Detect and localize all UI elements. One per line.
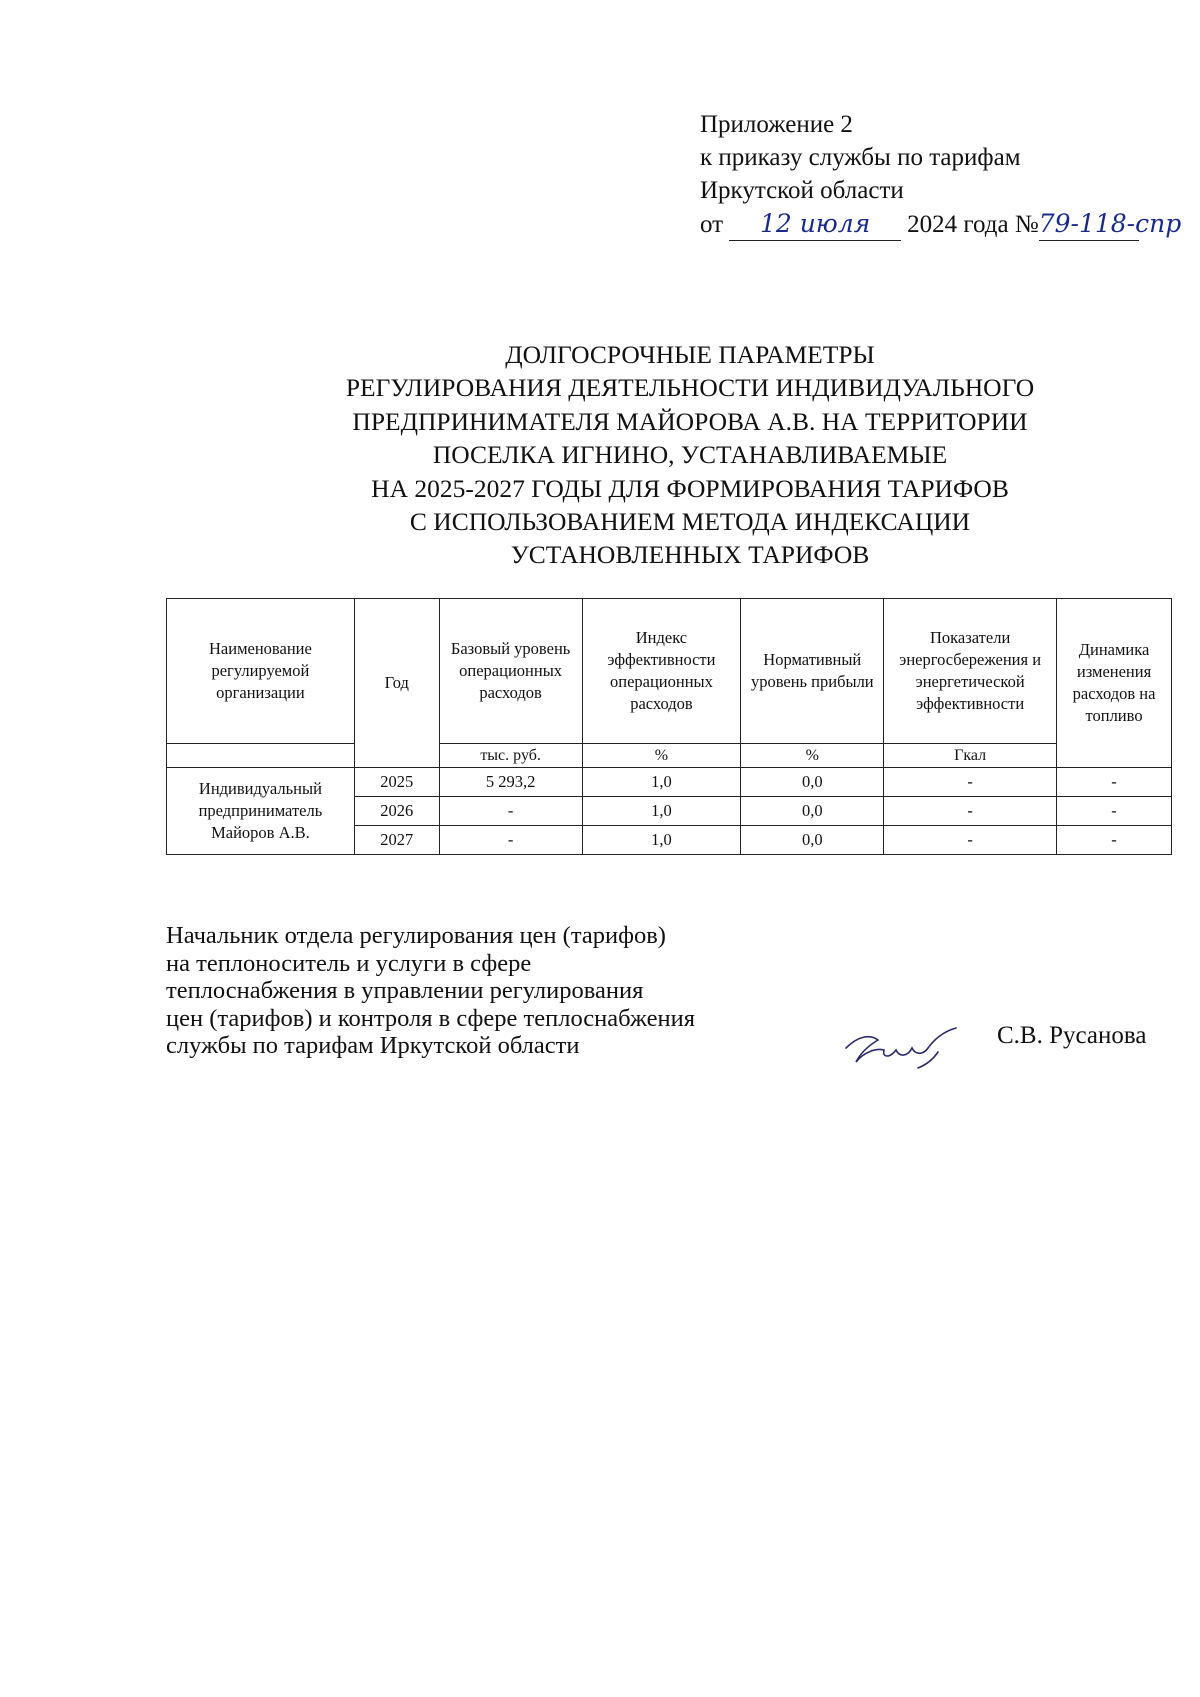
parameters-table bbox=[166, 598, 1172, 855]
handwritten-order-number: 79-118-спр bbox=[1039, 207, 1139, 241]
title-line: С ИСПОЛЬЗОВАНИЕМ МЕТОДА ИНДЕКСАЦИИ bbox=[409, 507, 971, 537]
data-cell: 0,0 bbox=[741, 797, 884, 826]
column-header: Нормативный уровень прибыли bbox=[741, 599, 884, 744]
signatory-position bbox=[166, 922, 695, 1060]
position-line: службы по тарифам Иркутской области bbox=[166, 1032, 580, 1059]
data-cell: - bbox=[884, 797, 1057, 826]
column-header: Наименование регулируемой организации bbox=[167, 599, 355, 744]
table-row bbox=[167, 768, 1172, 797]
title-line: РЕГУЛИРОВАНИЯ ДЕЯТЕЛЬНОСТИ ИНДИВИДУАЛЬНОГО bbox=[345, 373, 1035, 403]
handwritten-date: 12 июля bbox=[729, 207, 901, 241]
column-header: Базовый уровень операционных расходов bbox=[439, 599, 582, 744]
column-header: Динамика изменения расходов на топливо bbox=[1057, 599, 1172, 768]
position-line: на теплоноситель и услуги в сфере bbox=[166, 949, 532, 977]
handwritten-signature bbox=[838, 1018, 968, 1074]
title-line: НА 2025-2027 ГОДЫ ДЛЯ ФОРМИРОВАНИЯ ТАРИФОВ bbox=[371, 473, 1009, 503]
title-line: УСТАНОВЛЕННЫХ ТАРИФОВ bbox=[510, 540, 870, 570]
column-header: Индекс эффективности операционных расходов bbox=[582, 599, 741, 744]
position-line: цен (тарифов) и контроля в сфере теплоснабжения bbox=[166, 1004, 695, 1032]
title-line: ДОЛГОСРОЧНЫЕ ПАРАМЕТРЫ bbox=[505, 340, 875, 369]
units-cell: % bbox=[582, 744, 741, 768]
year-text: 2024 года № bbox=[907, 211, 1039, 238]
document-title bbox=[270, 338, 1110, 572]
units-cell: % bbox=[741, 744, 884, 768]
signatory-name: С.В. Русанова bbox=[997, 1022, 1147, 1049]
organization-cell: Индивидуальный предприниматель Майоров А.В. bbox=[167, 768, 355, 855]
year-cell: 2025 bbox=[354, 768, 439, 797]
appendix-line-3: Иркутской области bbox=[700, 177, 904, 204]
position-line: теплоснабжения в управлении регулирования bbox=[166, 977, 644, 1004]
units-cell: Гкал bbox=[884, 744, 1057, 768]
data-cell: - bbox=[884, 768, 1057, 797]
appendix-line-1: Приложение 2 bbox=[700, 111, 853, 138]
data-cell: - bbox=[439, 826, 582, 855]
units-row bbox=[167, 744, 1172, 768]
appendix-block bbox=[700, 108, 1182, 241]
data-cell: - bbox=[884, 826, 1057, 855]
data-cell: 0,0 bbox=[741, 826, 884, 855]
data-cell: 5 293,2 bbox=[439, 768, 582, 797]
column-header: Показатели энергосбережения и энергетической эффективности bbox=[884, 599, 1057, 744]
table-header-row bbox=[167, 599, 1172, 744]
data-cell: 1,0 bbox=[582, 826, 741, 855]
data-cell: 0,0 bbox=[741, 768, 884, 797]
appendix-line-2: к приказу службы по тарифам bbox=[700, 144, 1021, 171]
data-cell: 1,0 bbox=[582, 797, 741, 826]
data-cell: - bbox=[439, 797, 582, 826]
units-cell-empty bbox=[167, 744, 355, 768]
title-line: ПОСЕЛКА ИГНИНО, УСТАНАВЛИВАЕМЫЕ bbox=[432, 440, 948, 470]
data-cell: - bbox=[1057, 797, 1172, 826]
units-cell: тыс. руб. bbox=[439, 744, 582, 768]
year-cell: 2027 bbox=[354, 826, 439, 855]
appendix-date-line bbox=[700, 207, 1182, 241]
data-cell: - bbox=[1057, 826, 1172, 855]
column-header: Год bbox=[354, 599, 439, 768]
title-line: ПРЕДПРИНИМАТЕЛЯ МАЙОРОВА А.В. НА ТЕРРИТОРИИ bbox=[352, 406, 1028, 436]
position-line: Начальник отдела регулирования цен (тарифов) bbox=[166, 922, 666, 949]
data-cell: 1,0 bbox=[582, 768, 741, 797]
data-cell: - bbox=[1057, 768, 1172, 797]
year-cell: 2026 bbox=[354, 797, 439, 826]
date-prefix: от bbox=[700, 211, 724, 238]
